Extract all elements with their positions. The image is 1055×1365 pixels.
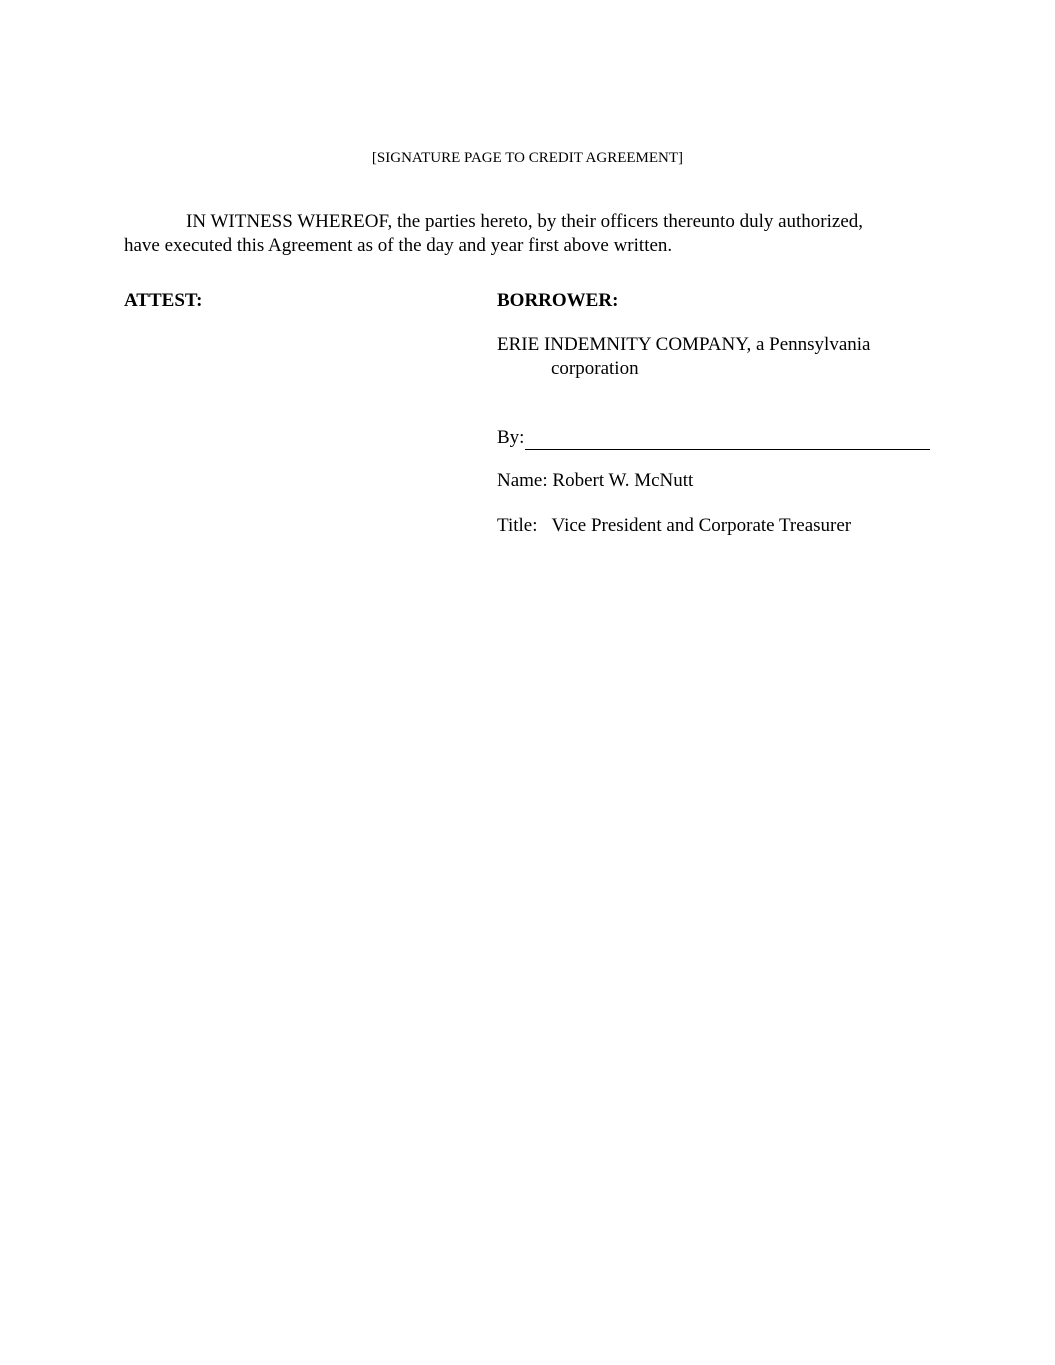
by-label: By: — [497, 427, 525, 448]
attest-heading: ATTEST: — [124, 290, 203, 311]
name-value: Robert W. McNutt — [552, 470, 694, 491]
witness-line-2: have executed this Agreement as of the day and year first above written. — [124, 235, 673, 256]
title-label: Title: — [497, 515, 538, 536]
borrower-company — [497, 333, 870, 381]
company-name-line: ERIE INDEMNITY COMPANY, a Pennsylvania — [497, 334, 871, 355]
borrower-heading: BORROWER: — [497, 290, 619, 311]
signature-line — [525, 429, 930, 450]
name-label: Name: — [497, 470, 553, 491]
title-value: Vice President and Corporate Treasurer — [551, 515, 852, 536]
signature-by-row — [497, 426, 930, 450]
witness-paragraph — [124, 210, 932, 258]
witness-line-1 — [124, 210, 932, 234]
company-type-line: corporation — [551, 358, 639, 379]
page-header-note: [SIGNATURE PAGE TO CREDIT AGREEMENT] — [371, 150, 684, 166]
witness-text-1: IN WITNESS WHEREOF, the parties hereto, by their officers thereunto duly authorized, — [186, 211, 864, 232]
signatory-name-row — [497, 469, 693, 493]
signatory-title-row — [497, 514, 851, 538]
